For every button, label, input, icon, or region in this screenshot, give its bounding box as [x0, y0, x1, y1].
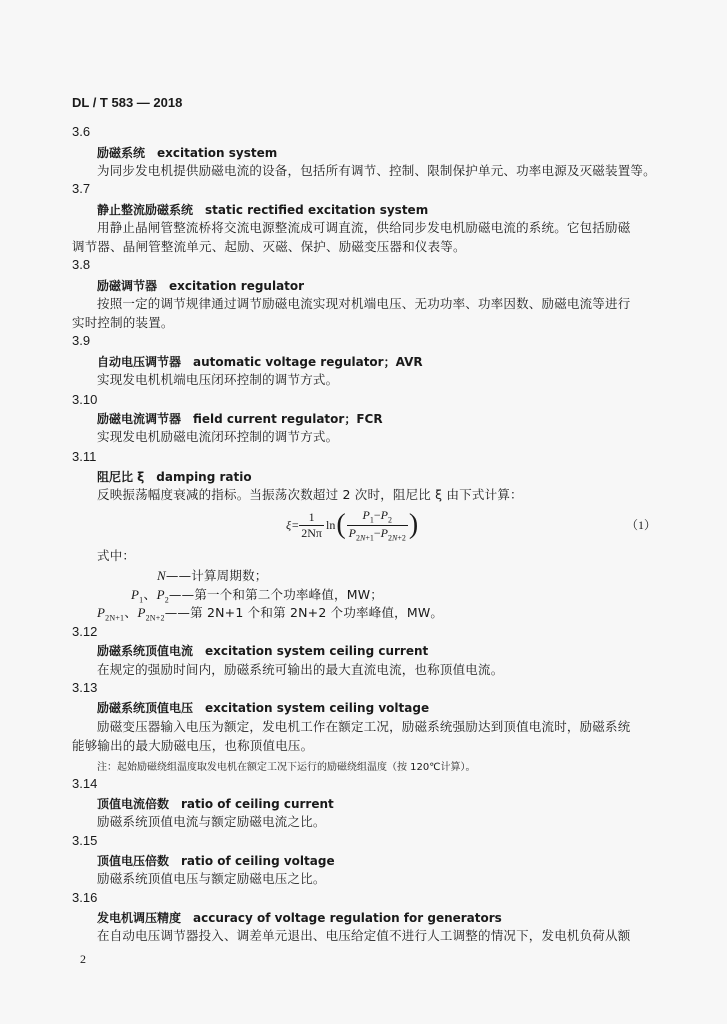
- formula-numerator: 1: [299, 510, 324, 526]
- definition-text: 励磁变压器输入电压为额定，发电机工作在额定工况，励磁系统强励达到顶值电流时，励磁系统: [97, 719, 631, 734]
- variable-definition: [97, 602, 443, 623]
- term-en: excitation system: [157, 146, 278, 160]
- term-zh: 静止整流励磁系统: [97, 203, 194, 217]
- formula-ln: ln: [325, 517, 336, 532]
- formula-right-paren: ): [408, 509, 419, 540]
- term-zh: 发电机调压精度: [97, 911, 182, 925]
- term-en: excitation system ceiling voltage: [205, 701, 430, 715]
- term-heading: [97, 909, 502, 926]
- section-number: 3.14: [72, 776, 98, 791]
- term-en: ratio of ceiling voltage: [181, 854, 335, 868]
- page-number: 2: [80, 952, 86, 966]
- formula-denominator: 2Nπ: [301, 525, 322, 540]
- section-number: 3.8: [72, 257, 91, 272]
- variable-description: ——第 2N+1 个和第 2N+2 个功率峰值，MW。: [164, 605, 444, 620]
- definition-text: 在规定的强励时间内，励磁系统可输出的最大直流电流，也称顶值电流。: [97, 662, 504, 677]
- formula-lhs: ξ=: [286, 517, 300, 532]
- definition-text: 为同步发电机提供励磁电流的设备，包括所有调节、控制、限制保护单元、功率电源及灭磁装置等。: [97, 163, 656, 178]
- term-zh: 励磁系统顶值电压: [97, 701, 194, 715]
- formula-inner-numerator: $P_1-P_2$: [347, 508, 408, 525]
- definition-text: 能够输出的最大励磁电压，也称顶值电压。: [72, 738, 314, 753]
- variable-description: ——计算周期数；: [165, 568, 268, 583]
- term-heading: [97, 468, 252, 485]
- equation-number: （1）: [626, 518, 657, 532]
- section-number: 3.10: [72, 392, 98, 407]
- term-en: excitation regulator: [169, 279, 305, 293]
- section-number: 3.11: [72, 449, 97, 464]
- term-heading: [97, 699, 429, 716]
- term-zh: 励磁系统顶值电流: [97, 644, 194, 658]
- term-heading: [97, 795, 334, 812]
- section-number: 3.6: [72, 124, 91, 139]
- term-zh: 顶值电压倍数: [97, 854, 170, 868]
- note-text: 注：起始励磁绕组温度取发电机在额定工况下运行的励磁绕组温度（按 120℃计算）。: [97, 762, 476, 773]
- definition-text: 实时控制的装置。: [72, 315, 174, 330]
- definition-text: 用静止晶闸管整流桥将交流电源整流成可调直流，供给同步发电机励磁电流的系统。它包括励磁: [97, 220, 631, 235]
- term-heading: [97, 144, 277, 161]
- definition-text: 调节器、晶闸管整流单元、起励、灭磁、保护、励磁变压器和仪表等。: [72, 239, 466, 254]
- formula-left-paren: (: [336, 509, 346, 540]
- term-heading: [97, 852, 335, 869]
- definition-text: 在自动电压调节器投入、调差单元退出、电压给定值不进行人工调整的情况下，发电机负荷从额: [97, 928, 631, 943]
- section-number: 3.16: [72, 890, 98, 905]
- term-heading: [97, 642, 428, 659]
- definition-text: 反映振荡幅度衰减的指标。当振荡次数超过 2 次时，阻尼比 ξ 由下式计算：: [97, 487, 523, 502]
- term-zh: 励磁调节器: [97, 279, 158, 293]
- term-zh: 顶值电流倍数: [97, 797, 170, 811]
- definition-text: 实现发电机励磁电流闭环控制的调节方式。: [97, 429, 339, 444]
- section-number: 3.9: [72, 333, 91, 348]
- variable-symbol: $P_1$、$P_2$: [131, 587, 169, 605]
- section-number: 3.12: [72, 624, 98, 639]
- term-en: field current regulator；FCR: [193, 412, 383, 426]
- term-heading: [97, 353, 423, 370]
- term-heading: [97, 410, 383, 427]
- variable-symbol: $P_{2N+1}$、$P_{2N+2}$: [97, 605, 165, 623]
- term-en: accuracy of voltage regulation for generators: [193, 911, 502, 925]
- where-label: 式中：: [97, 548, 136, 563]
- term-zh: 励磁系统: [97, 146, 146, 160]
- definition-text: 励磁系统顶值电流与额定励磁电流之比。: [97, 814, 326, 829]
- term-zh: 阻尼比 ξ: [97, 470, 145, 484]
- variable-description: ——第一个和第二个功率峰值，MW；: [168, 587, 383, 602]
- damping-ratio-formula: [286, 505, 419, 545]
- term-heading: [97, 277, 304, 294]
- term-en: excitation system ceiling current: [205, 644, 429, 658]
- document-header: DL / T 583 — 2018: [72, 95, 183, 110]
- term-heading: [97, 201, 428, 218]
- definition-text: 励磁系统顶值电压与额定励磁电压之比。: [97, 871, 326, 886]
- formula-coefficient: [299, 510, 324, 541]
- section-number: 3.13: [72, 680, 98, 695]
- variable-symbol: N: [157, 568, 166, 583]
- term-en: damping ratio: [156, 470, 252, 484]
- term-zh: 自动电压调节器: [97, 355, 182, 369]
- term-en: automatic voltage regulator；AVR: [193, 355, 423, 369]
- variable-definition: [157, 566, 267, 584]
- definition-text: 实现发电机机端电压闭环控制的调节方式。: [97, 372, 339, 387]
- formula-inner-fraction: [347, 508, 408, 542]
- term-zh: 励磁电流调节器: [97, 412, 182, 426]
- section-number: 3.15: [72, 833, 98, 848]
- definition-text: 按照一定的调节规律通过调节励磁电流实现对机端电压、无功功率、功率因数、励磁电流等进行: [97, 296, 631, 311]
- section-number: 3.7: [72, 181, 91, 196]
- formula-inner-denominator: $P_{2N+1}-P_{2N+2}$: [348, 525, 406, 542]
- term-en: ratio of ceiling current: [181, 797, 334, 811]
- term-en: static rectified excitation system: [205, 203, 429, 217]
